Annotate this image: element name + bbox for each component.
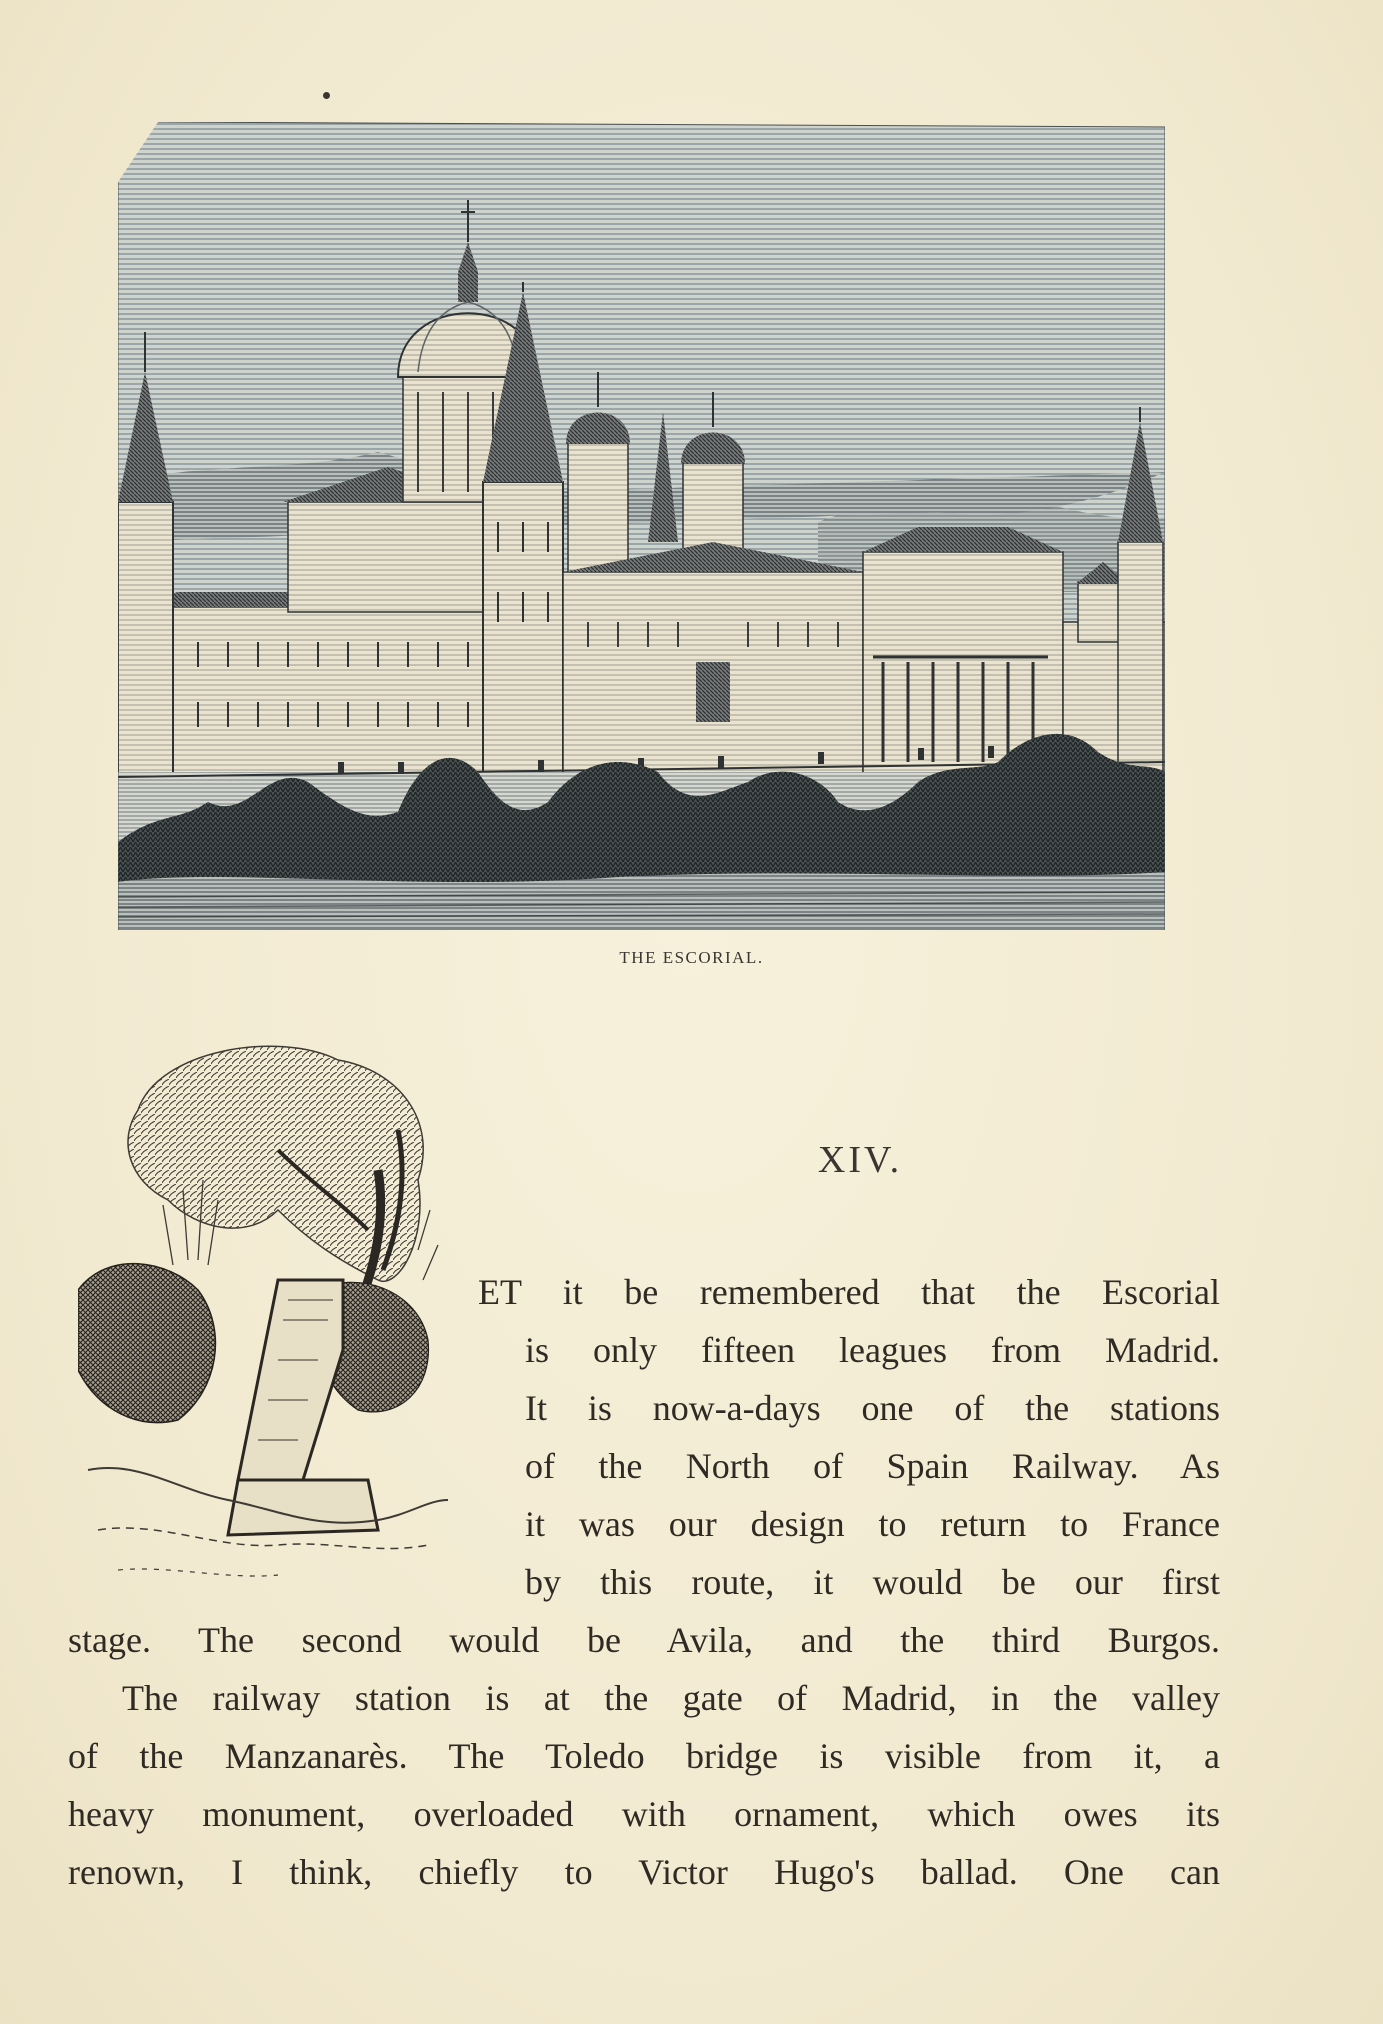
decorated-initial-l: [78, 1030, 478, 1610]
text-line: is only fifteen leagues from Madrid.: [525, 1330, 1220, 1370]
text-line: stage. The second would be Avila, and the third Burgos.: [68, 1620, 1220, 1660]
text-line: ET it be remembered that the Escorial: [478, 1272, 1220, 1312]
text-line: by this route, it would be our first: [525, 1562, 1220, 1602]
ink-speck: [323, 92, 330, 99]
text-line: of the North of Spain Railway. As: [525, 1446, 1220, 1486]
figure-caption: THE ESCORIAL.: [619, 948, 764, 967]
text-line: of the Manzanarès. The Toledo bridge is visible from it, a: [68, 1736, 1220, 1776]
text-line: renown, I think, chiefly to Victor Hugo's ballad. One can: [68, 1852, 1220, 1892]
chapter-number: XIV.: [817, 1139, 903, 1181]
text-line: The railway station is at the gate of Madrid, in the valley: [122, 1678, 1220, 1718]
text-line: It is now-a-days one of the stations: [525, 1388, 1220, 1428]
text-line: it was our design to return to France: [525, 1504, 1220, 1544]
text-line: heavy monument, overloaded with ornament, which owes its: [68, 1794, 1220, 1834]
escorial-engraving: [118, 122, 1165, 930]
